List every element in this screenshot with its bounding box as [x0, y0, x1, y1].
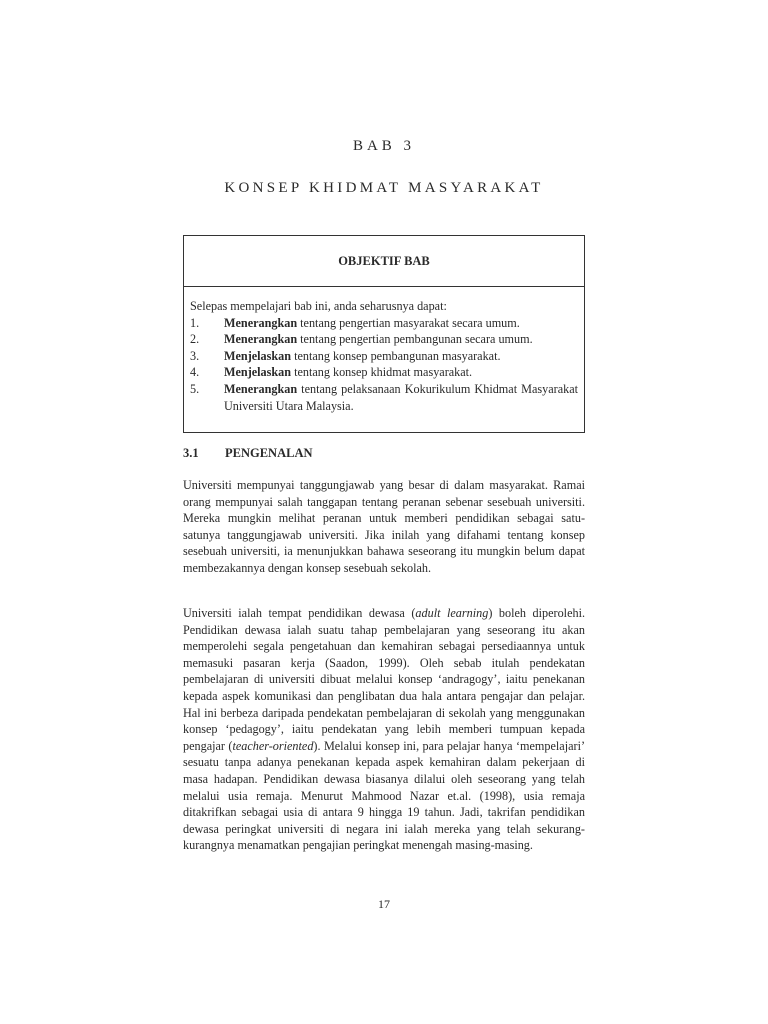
objective-item-rest: tentang pengertian pembangunan secara umum. — [297, 332, 533, 347]
section-title: PENGENALAN — [225, 446, 313, 460]
objective-item-text — [224, 381, 578, 414]
objective-item-verb: Menerangkan — [224, 381, 298, 396]
section-heading — [183, 446, 313, 461]
objective-item-text — [224, 364, 578, 381]
objective-heading: OBJEKTIF BAB — [184, 236, 584, 287]
objective-item-text — [224, 315, 578, 332]
objective-item — [190, 364, 578, 381]
objective-item — [190, 315, 578, 332]
objective-item-text — [224, 331, 578, 348]
paragraph-italic-term: adult learning — [415, 606, 489, 620]
paragraph-text: ). Melalui konsep ini, para pelajar hanya ‘mempelajari’ sesuatu tanpa adanya penekanan kepada aspek kemahiran dalam pekerjaan di masa hadapan. Pendidikan dewasa biasanya dilalui oleh seseorang yang telah melalui usia remaja. Menurut Mahmood Nazar et.al. (1998), usia remaja ditakrifkan sebagai usia di antara 9 hingga 19 tahun. Jadi, takrifan pendidikan dewasa peringkat universiti di negara ini ialah mereka yang telah sekurang-kurangnya menamatkan pengajian peringkat menengah masing-masing. — [183, 738, 586, 853]
objective-item-number: 2. — [190, 332, 200, 347]
objective-box — [183, 235, 585, 433]
objective-item-number: 3. — [190, 348, 200, 363]
paragraph-adult-learning — [183, 605, 585, 854]
objective-item-verb: Menerangkan — [224, 315, 298, 330]
paragraph-text: Universiti ialah tempat pendidikan dewasa ( — [183, 606, 416, 620]
paragraph-text: ) boleh diperolehi. Pendidikan dewasa ialah suatu tahap pembelajaran yang seseorang itu akan memperolehi segala pengetahuan dan kemahiran sebagai persediaannya untuk memasuki pasaran kerja (Saadon, 1999). Oleh sebab itulah pendekatan pembelajaran di universiti dibuat melalui konsep ‘andragogy’, iaitu penekanan kepada aspek komunikasi dan penglibatan dua hala antara pengajar dan pelajar. Hal ini berbeza daripada pendekatan pembelajaran di sekolah yang menggunakan konsep ‘pedagogy’, iaitu pendekatan yang lebih memberi tumpuan kepada pengajar ( — [183, 606, 585, 753]
objective-item — [190, 381, 578, 414]
objective-item-number: 1. — [190, 315, 200, 330]
objective-item — [190, 331, 578, 348]
objective-item-rest: tentang pelaksanaan Kokurikulum Khidmat Masyarakat Universiti Utara Malaysia. — [224, 381, 578, 413]
objective-item-number: 5. — [190, 381, 200, 396]
paragraph-italic-term: teacher-oriented — [232, 738, 314, 753]
paragraph-introduction: Universiti mempunyai tanggungjawab yang besar di dalam masyarakat. Ramai orang mempunyai salah tanggapan tentang peranan sebenar sesebuah universiti. Mereka mungkin melihat peranan untuk memberi pendidikan sebagai satu-satunya tanggungjawab universiti. Jika inilah yang difahami tentang konsep sesebuah universiti, ia menunjukkan bahawa seseorang itu mungkin belum dapat membezakannya dengan konsep sesebuah sekolah. — [183, 478, 585, 575]
section-number: 3.1 — [183, 446, 199, 460]
objective-item-verb: Menjelaskan — [224, 348, 292, 363]
objective-item-number: 4. — [190, 365, 200, 380]
chapter-title: KONSEP KHIDMAT MASYARAKAT — [224, 180, 544, 196]
objective-body — [184, 287, 584, 414]
objective-item-rest: tentang konsep pembangunan masyarakat. — [291, 348, 501, 363]
objective-item-rest: tentang konsep khidmat masyarakat. — [291, 365, 473, 380]
objective-item-text — [224, 348, 578, 365]
objective-intro: Selepas mempelajari bab ini, anda seharusnya dapat: — [190, 299, 447, 313]
objective-item-rest: tentang pengertian masyarakat secara umum. — [297, 315, 520, 330]
page-number: 17 — [378, 897, 390, 911]
objective-item-verb: Menjelaskan — [224, 365, 292, 380]
objective-item-verb: Menerangkan — [224, 332, 298, 347]
chapter-number: BAB 3 — [352, 138, 416, 154]
objective-item — [190, 348, 578, 365]
objective-list — [190, 315, 578, 415]
